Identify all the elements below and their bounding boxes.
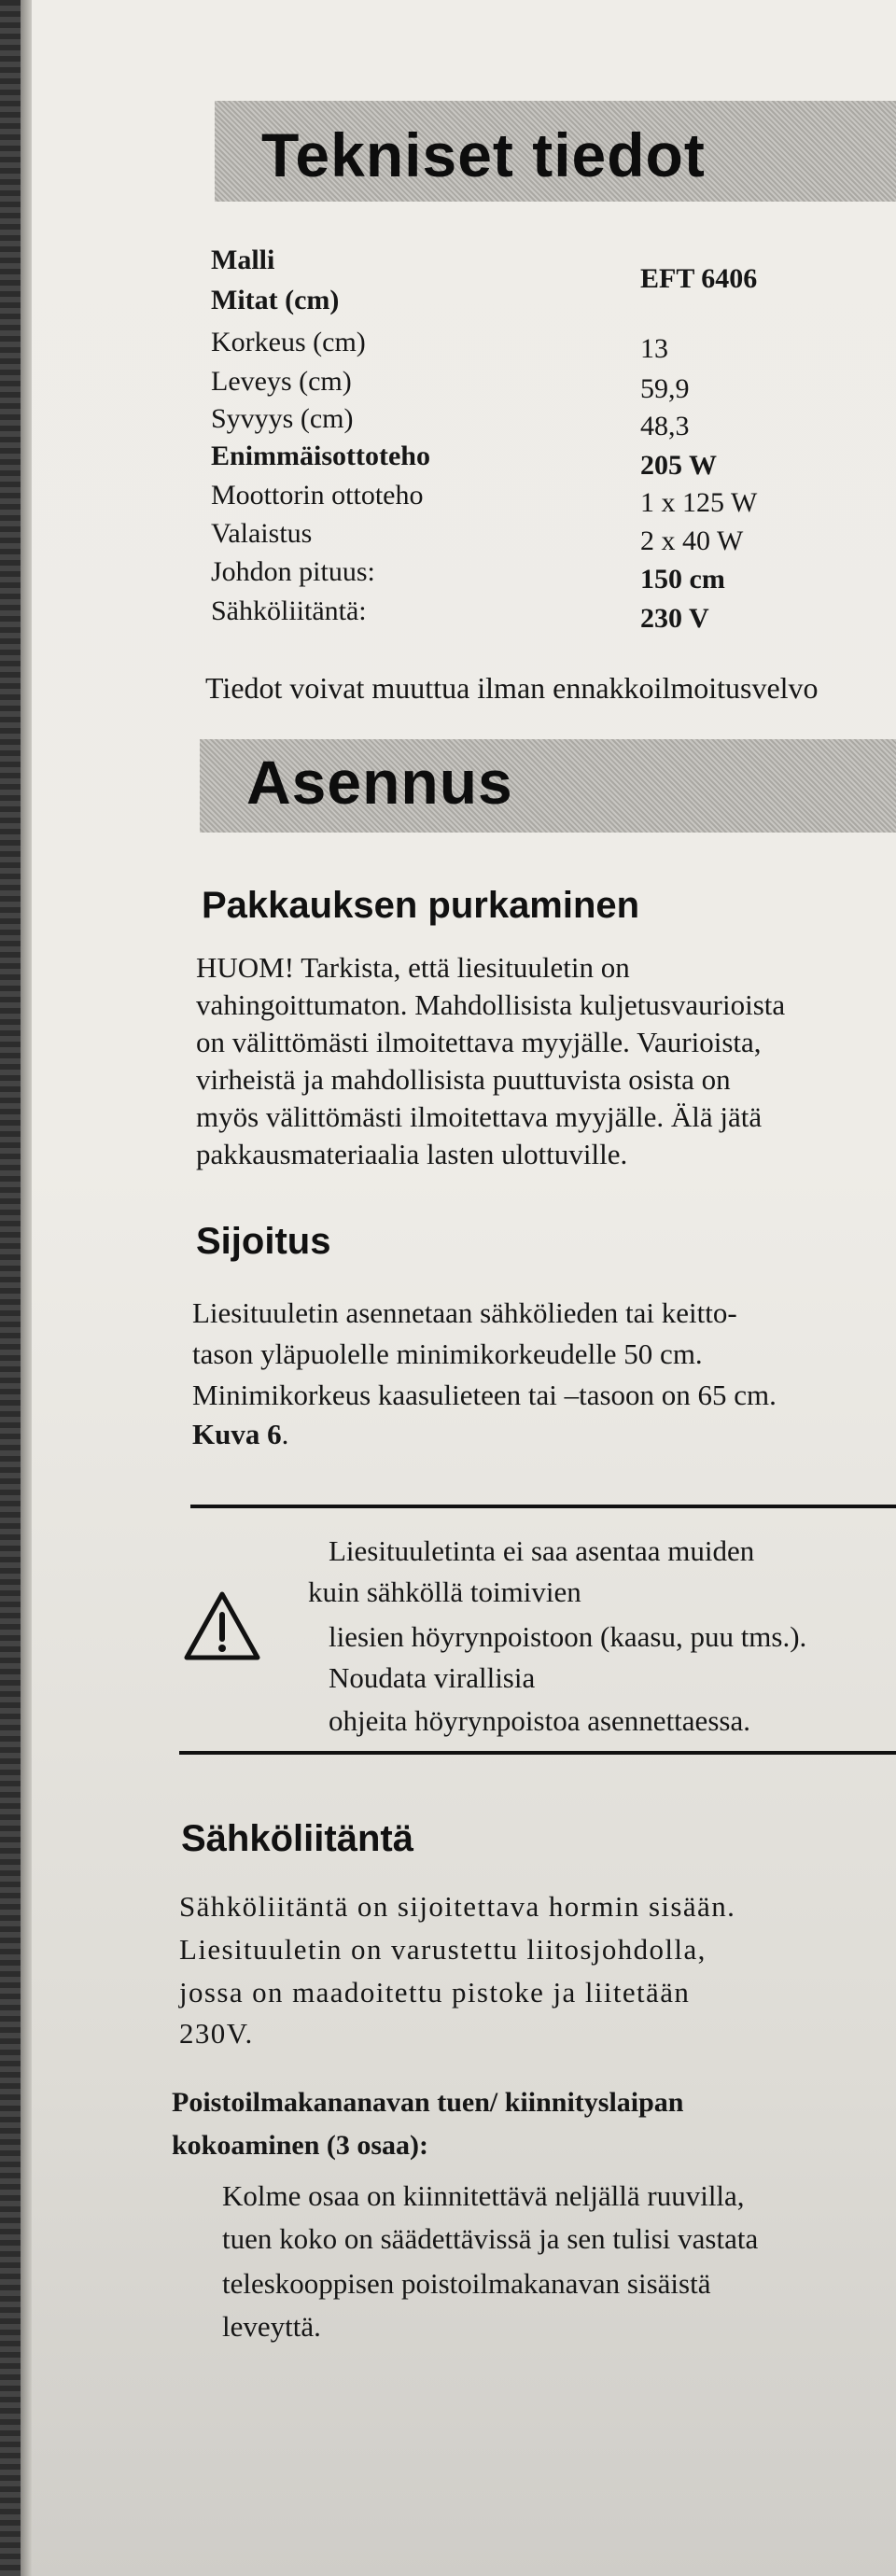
text-line: HUOM! Tarkista, että liesituuletin on [196, 951, 630, 984]
section-title-specs: Tekniset tiedot [261, 120, 706, 189]
text-line: Kuva 6. [192, 1418, 289, 1450]
spec-value: 2 x 40 W [640, 525, 744, 556]
spec-label: Leveys (cm) [211, 366, 352, 397]
text-line: teleskooppisen poistoilmakanavan sisäistä [222, 2267, 711, 2300]
text-line: liesien höyrynpoistoon (kaasu, puu tms.). [329, 1620, 807, 1653]
heading-line: kokoaminen (3 osaa): [172, 2130, 429, 2161]
text-line: kuin sähköllä toimivien [308, 1575, 581, 1608]
spec-label: Korkeus (cm) [211, 327, 366, 357]
spec-label: Valaistus [211, 518, 313, 549]
text-line: tuen koko on säädettävissä ja sen tulisi vastata [222, 2222, 759, 2255]
section-title-install: Asennus [246, 748, 513, 817]
heading-placement: Sijoitus [196, 1221, 331, 1262]
text-line: ohjeita höyrynpoistoa asennettaessa. [329, 1704, 750, 1737]
spec-label: Enimmäisottoteho [211, 441, 430, 471]
text-line: on välittömästi ilmoitettava myyjälle. Vaurioista, [196, 1026, 762, 1058]
warning-rule-bottom [179, 1751, 896, 1755]
spec-value: 59,9 [640, 373, 690, 404]
heading-unpacking: Pakkauksen purkaminen [202, 885, 640, 926]
text-line: Noudata virallisia [329, 1661, 536, 1694]
text-line: Sähköliitäntä on sijoitettava hormin sisään. [179, 1890, 736, 1923]
text-line: jossa on maadoitettu pistoke ja liitetään [179, 1976, 691, 2009]
manual-page [32, 0, 896, 2576]
spec-label: Johdon pituus: [211, 556, 375, 587]
text-line: Minimikorkeus kaasulieteen tai –tasoon on 65 cm. [192, 1379, 777, 1411]
text-line: vahingoittumaton. Mahdollisista kuljetusvaurioista [196, 988, 786, 1021]
text-line: Liesituuletin asennetaan sähkölieden tai keitto- [192, 1296, 737, 1329]
text-line: leveyttä. [222, 2310, 321, 2343]
text-line: Liesituuletin on varustettu liitosjohdolla, [179, 1933, 707, 1966]
specs-note: Tiedot voivat muuttua ilman ennakkoilmoitusvelvo [205, 671, 819, 705]
spec-value: 205 W [640, 450, 717, 481]
spec-value: 13 [640, 333, 668, 364]
text-line: virheistä ja mahdollisista puuttuvista osista on [196, 1063, 731, 1096]
spec-value: EFT 6406 [640, 263, 758, 294]
spec-value: 1 x 125 W [640, 487, 758, 518]
text-line: Liesituuletinta ei saa asentaa muiden [329, 1534, 755, 1567]
figure-ref: Kuva 6 [192, 1418, 282, 1450]
text-line: 230V. [179, 2017, 254, 2050]
spec-label: Moottorin ottoteho [211, 480, 424, 511]
spec-value: 48,3 [640, 411, 690, 441]
spec-label: Mitat (cm) [211, 285, 340, 315]
spec-label: Sähköliitäntä: [211, 595, 367, 626]
warning-triangle-icon [183, 1587, 261, 1665]
text-line: tason yläpuolelle minimikorkeudelle 50 cm. [192, 1337, 703, 1370]
warning-rule-top [190, 1505, 896, 1508]
text-line: Kolme osaa on kiinnitettävä neljällä ruuvilla, [222, 2179, 745, 2212]
heading-line: Poistoilmakananavan tuen/ kiinnityslaipan [172, 2087, 684, 2118]
spec-value: 150 cm [640, 564, 725, 595]
heading-electrical: Sähköliitäntä [181, 1818, 413, 1859]
text-line: myös välittömästi ilmoitettava myyjälle. Älä jätä [196, 1100, 763, 1133]
spec-label: Syvyys (cm) [211, 403, 354, 434]
text-line: pakkausmateriaalia lasten ulottuville. [196, 1138, 628, 1170]
spec-label: Malli [211, 245, 275, 275]
spec-value: 230 V [640, 603, 709, 634]
